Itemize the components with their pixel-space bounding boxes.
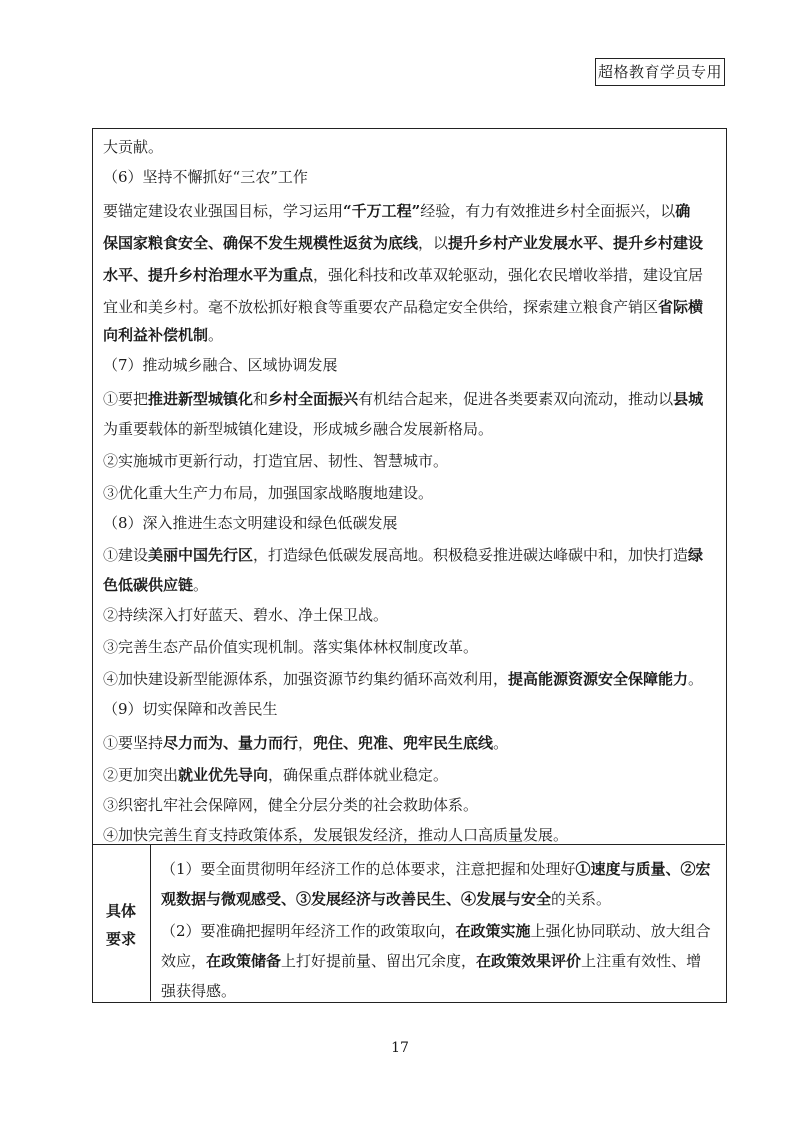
text-segment: 宜业和美乡村。毫不放松抓好粮食等重要农产品稳定安全供给，探索建立粮食产销区: [103, 298, 659, 316]
text-segment: ①要把: [103, 390, 149, 408]
text-segment: 为重要载体的新型城镇化建设，形成城乡融合发展新格局。: [103, 420, 494, 438]
emphasis-text: 在政策效果评价: [476, 952, 582, 970]
section-heading: [103, 167, 719, 187]
emphasis-text: 兜住、兜准、兜牢民生底线: [313, 734, 494, 752]
emphasis-text: 色低碳供应链: [103, 576, 194, 594]
requirement-line: [161, 889, 720, 909]
page-number: 17: [391, 1040, 409, 1056]
text-segment: ，打造绿色低碳发展高地。积极稳妥推进碳达峰碳中和，加快打造: [253, 546, 689, 564]
emphasis-text: 省际横: [658, 298, 704, 316]
emphasis-text: 推进新型城镇化: [148, 390, 254, 408]
text-segment: ③优化重大生产力布局，加强国家战略腹地建设。: [103, 484, 434, 502]
text-segment: 大贡献。: [103, 138, 164, 156]
text-segment: ，强化科技和改革双轮驱动，强化农民增收举措，建设宜居: [313, 266, 704, 284]
emphasis-text: 在政策储备: [206, 952, 282, 970]
text-segment: （9）切实保障和改善民生: [103, 700, 278, 718]
requirement-line: [161, 951, 720, 971]
requirement-line: [161, 981, 720, 1001]
requirement-line: [161, 859, 720, 879]
text-segment: ④加快完善生育支持政策体系，发展银发经济，推动人口高质量发展。: [103, 826, 569, 844]
watermark-stamp: 超格教育学员专用: [595, 58, 725, 86]
text-line: [103, 733, 719, 753]
text-segment: ，以: [418, 234, 449, 252]
emphasis-text: 保国家粮食安全、确保不发生规模性返贫为底线: [103, 234, 419, 252]
section-heading: [103, 699, 719, 719]
text-segment: 要锚定建设农业强国目标，学习运用: [103, 202, 344, 220]
emphasis-text: ①速度与质量、②宏: [575, 860, 711, 878]
text-segment: ③完善生态产品价值实现机制。落实集体林权制度改革。: [103, 638, 479, 656]
emphasis-text: 确: [675, 202, 691, 220]
emphasis-text: 就业优先导向: [178, 766, 269, 784]
emphasis-text: 绿: [688, 546, 704, 564]
text-segment: 。: [688, 670, 704, 688]
text-segment: 上注重有效性、增: [581, 952, 702, 970]
text-segment: 的关系。: [551, 890, 612, 908]
emphasis-text: 在政策实施: [455, 922, 531, 940]
text-line: [103, 483, 719, 503]
text-line: [103, 825, 719, 845]
emphasis-text: 美丽中国先行区: [148, 546, 254, 564]
section-heading: [103, 355, 719, 375]
text-line: [103, 575, 719, 595]
text-segment: ，: [298, 734, 314, 752]
text-segment: （1）要全面贯彻明年经济工作的总体要求，注意把握和处理好: [161, 860, 576, 878]
text-line: [103, 669, 719, 689]
text-line: [103, 545, 719, 565]
emphasis-text: 观数据与微观感受、③发展经济与改善民生、④发展与安全: [161, 890, 552, 908]
text-line: [103, 765, 719, 785]
emphasis-text: 提高能源资源安全保障能力: [508, 670, 689, 688]
text-segment: 和: [253, 390, 269, 408]
text-line: [103, 265, 719, 285]
emphasis-text: 向利益补偿机制: [103, 326, 209, 344]
requirements-label-line2: 要求: [105, 930, 136, 948]
text-segment: 强获得感。: [161, 982, 237, 1000]
text-segment: ②更加突出: [103, 766, 179, 784]
text-line: [103, 201, 719, 221]
text-line: [103, 605, 719, 625]
text-segment: ，确保重点群体就业稳定。: [268, 766, 449, 784]
emphasis-text: 县城: [673, 390, 704, 408]
text-segment: 。: [493, 734, 509, 752]
requirements-label-line1: 具体: [105, 902, 136, 920]
text-segment: ④加快建设新型能源体系，加强资源节约集约循环高效利用，: [103, 670, 509, 688]
text-line: [103, 419, 719, 439]
emphasis-text: 乡村全面振兴: [268, 390, 359, 408]
text-segment: ③织密扎牢社会保障网，健全分层分类的社会救助体系。: [103, 796, 479, 814]
requirements-label-cell: [93, 845, 151, 1001]
text-segment: ②持续深入打好蓝天、碧水、净土保卫战。: [103, 606, 389, 624]
text-segment: ②实施城市更新行动，打造宜居、韧性、智慧城市。: [103, 452, 449, 470]
text-line: [103, 233, 719, 253]
emphasis-text: “千万工程”: [343, 202, 421, 220]
text-line: [103, 451, 719, 471]
emphasis-text: 提升乡村产业发展水平、提升乡村建设: [448, 234, 704, 252]
text-segment: 有机结合起来，促进各类要素双向流动，推动以: [358, 390, 674, 408]
text-line: [103, 325, 719, 345]
text-segment: ①建设: [103, 546, 149, 564]
text-segment: 。: [193, 576, 209, 594]
text-segment: ①要坚持: [103, 734, 164, 752]
requirement-line: [161, 921, 720, 941]
text-segment: 上强化协同联动、放大组合: [530, 922, 711, 940]
text-line: [103, 795, 719, 815]
emphasis-text: 尽力而为、量力而行: [163, 734, 299, 752]
text-segment: 效应，: [161, 952, 207, 970]
text-segment: 经验，有力有效推进乡村全面振兴，以: [420, 202, 676, 220]
section-heading: [103, 513, 719, 533]
content-table: [92, 128, 727, 1003]
text-segment: （2）要准确把握明年经济工作的政策取向，: [161, 922, 456, 940]
text-line: [103, 389, 719, 409]
text-line: [103, 297, 719, 317]
text-segment: （6）坚持不懈抓好“三农”工作: [103, 168, 308, 186]
text-line: [103, 137, 719, 157]
text-segment: 。: [208, 326, 224, 344]
text-segment: （8）深入推进生态文明建设和绿色低碳发展: [103, 514, 398, 532]
text-segment: 上打好提前量、留出冗余度，: [281, 952, 477, 970]
text-line: [103, 637, 719, 657]
emphasis-text: 水平、提升乡村治理水平为重点: [103, 266, 314, 284]
policy-content-cell: [93, 129, 725, 845]
text-segment: （7）推动城乡融合、区域协调发展: [103, 356, 338, 374]
